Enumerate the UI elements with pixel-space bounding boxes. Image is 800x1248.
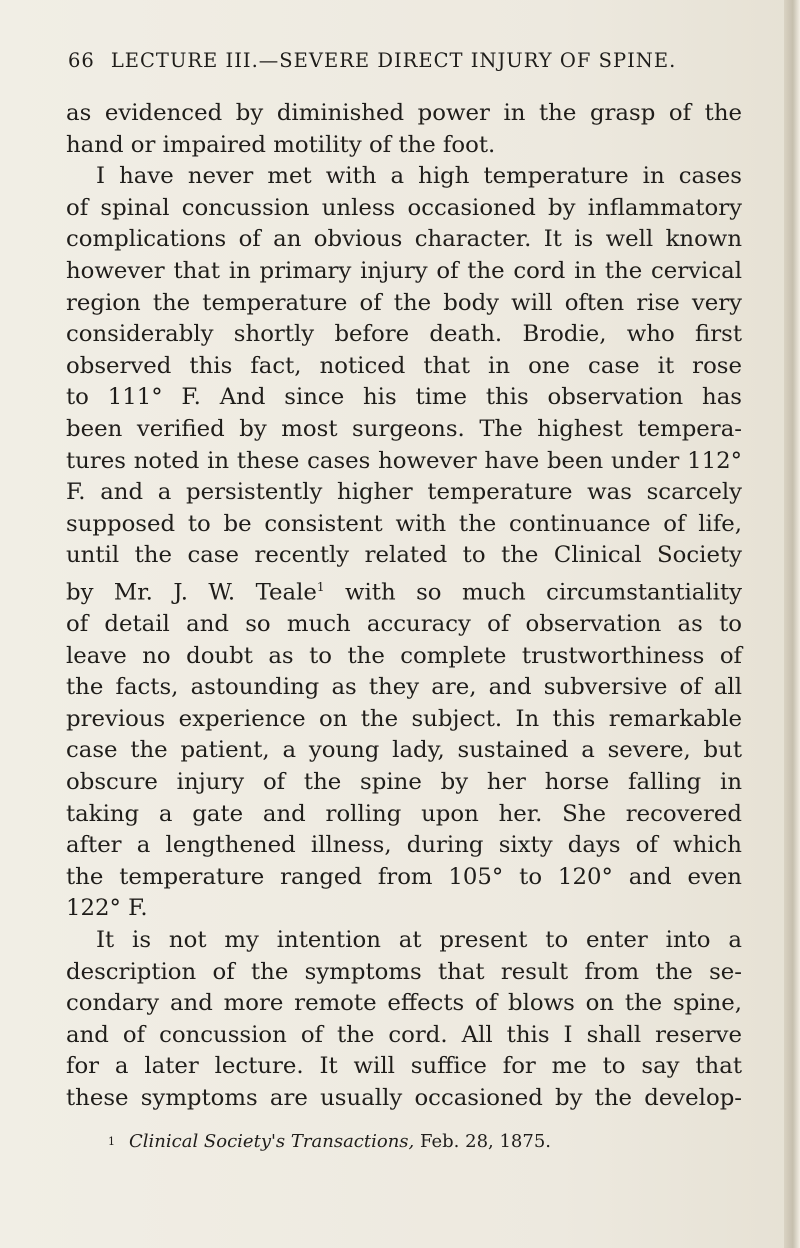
text-line: case the patient, a young lady, sustained a severe, but	[66, 737, 742, 764]
text-line: until the case recently related to the Clinical Society	[66, 542, 742, 569]
body-text	[66, 98, 742, 1115]
text-line: obscure injury of the spine by her horse falling in	[66, 769, 742, 796]
text-line-teale	[66, 572, 742, 609]
text-line: these symptoms are usually occasioned by the develop-	[66, 1085, 742, 1111]
text-line: to 111° F. And since his time this observation has	[66, 384, 742, 411]
text-line: F. and a persistently higher temperature was scarcely	[66, 479, 742, 506]
page-edge-shadow	[784, 0, 800, 1248]
text-line: tures noted in these cases however have been under 112°	[66, 447, 742, 474]
footnote-date: Feb. 28, 1875.	[420, 1131, 552, 1152]
text-line: observed this fact, noticed that in one case it rose	[66, 352, 742, 379]
text-line: It is not my intention at present to enter into a	[96, 927, 742, 954]
text-line: description of the symptoms that result from the se-	[66, 958, 742, 985]
footnote-reference: 1	[316, 579, 325, 594]
text-line: I have never met with a high temperature in cases	[96, 163, 742, 190]
text-line: the facts, astounding as they are, and subversive of all	[66, 674, 742, 701]
text-line: after a lengthened illness, during sixty days of which	[66, 832, 742, 859]
text-line: and of concussion of the cord. All this I shall reserve	[66, 1021, 742, 1048]
text-line: condary and more remote effects of blows on the spine,	[66, 990, 742, 1017]
footnote-journal: Clinical Society's Transactions,	[129, 1131, 415, 1152]
text-line: hand or impaired motility of the foot.	[66, 131, 496, 158]
text-line: previous experience on the subject. In this remarkable	[66, 705, 742, 732]
running-header	[68, 49, 676, 72]
text-line: the temperature ranged from 105° to 120° and even	[66, 863, 742, 890]
text-line: complications of an obvious character. It is well known	[66, 226, 742, 253]
text-line: region the temperature of the body will often rise very	[66, 289, 742, 316]
text-line: leave no doubt as to the complete trustworthiness of	[66, 642, 742, 669]
text-line: as evidenced by diminished power in the grasp of the	[66, 100, 742, 126]
text-line: of spinal concussion unless occasioned by inflammatory	[66, 194, 742, 221]
text-line: supposed to be consistent with the continuance of life,	[66, 510, 742, 537]
text-line: been verified by most surgeons. The highest tempera-	[66, 415, 742, 442]
text-line: 122° F.	[66, 895, 148, 922]
teale-text-after: with so much circumstantiality	[324, 579, 742, 606]
text-line: considerably shortly before death. Brodie, who first	[66, 321, 742, 348]
text-line: for a later lecture. It will suffice for me to say that	[66, 1053, 742, 1080]
text-line: however that in primary injury of the cord in the cervical	[66, 257, 742, 284]
footnote	[108, 1131, 551, 1152]
page-number: 66	[68, 49, 95, 72]
teale-text: by Mr. J. W. Teale	[66, 579, 317, 606]
text-line: taking a gate and rolling upon her. She recovered	[66, 800, 742, 827]
text-line: of detail and so much accuracy of observation as to	[66, 611, 742, 638]
running-title: LECTURE III.—SEVERE DIRECT INJURY OF SPINE.	[110, 49, 677, 72]
footnote-marker: 1	[108, 1135, 115, 1148]
